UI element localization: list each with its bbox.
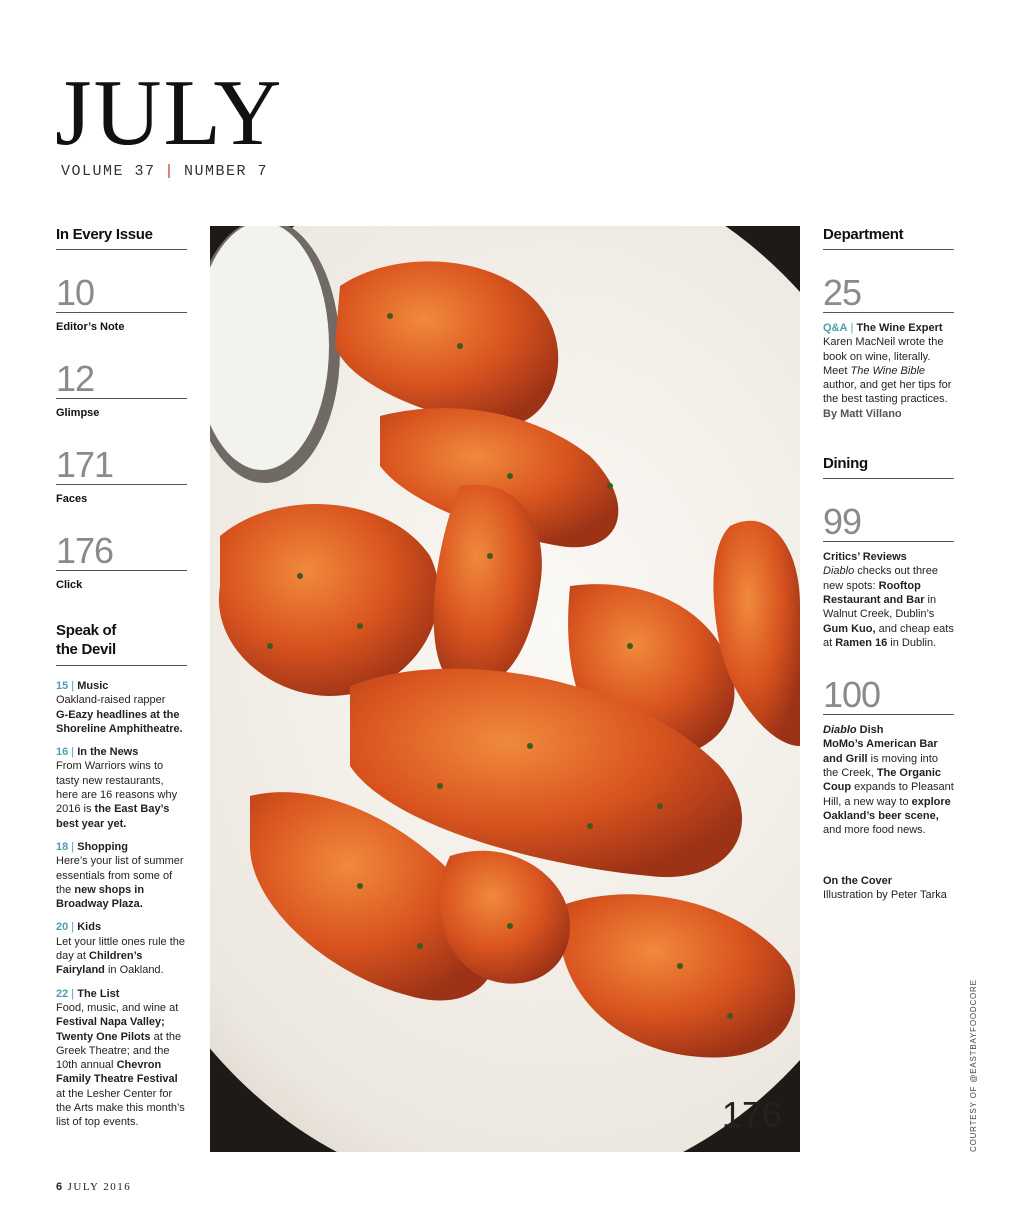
entry-desc: From Warriors wins to tasty new restaurants, here are 16 reasons why 2016 is: [56, 760, 178, 816]
toc-page-number[interactable]: 99: [823, 503, 954, 542]
entry-title: In the News: [77, 746, 139, 759]
entry-desc: author, and get her tips for the best tasting practices.: [823, 379, 952, 406]
entry-desc: Food, music, and wine at: [56, 1001, 179, 1014]
photo-credit: COURTESY OF @EASTBAYFOODCORE: [969, 979, 978, 1152]
entry-highlight: G-Eazy headlines at the Shoreline Amphitheatre.: [56, 708, 183, 735]
entry-italic: The Wine Bible: [850, 364, 926, 377]
number-label: NUMBER 7: [184, 163, 269, 180]
entry-page: 18: [56, 840, 69, 853]
entry-desc: expands to Pleasant Hill, a new way to: [823, 781, 954, 808]
entry-sep: |: [68, 987, 78, 1000]
photo-page-number: 176: [721, 1094, 782, 1135]
entry-highlight: Ramen 16: [835, 636, 888, 649]
toc-item-title[interactable]: Faces: [56, 493, 88, 505]
toc-page-number[interactable]: 100: [823, 676, 954, 715]
entry-highlight: MoMo’s American Bar and Grill: [823, 738, 938, 765]
entry-desc: Let your little ones rule the day at: [56, 935, 186, 963]
entry-title: Shopping: [77, 840, 128, 853]
right-column: [823, 226, 954, 902]
entry-desc: checks out three new spots:: [823, 565, 938, 592]
in-every-issue-heading: In Every Issue: [56, 226, 187, 250]
entry-desc: Oakland-raised rapper: [56, 694, 166, 707]
entry-desc: at the Greek Theatre; and the 10th annual: [56, 1030, 182, 1072]
cover-photo-chicken-wings: [210, 226, 800, 1152]
entry-highlight: Festival Napa Valley; Twenty One Pilots: [56, 1016, 165, 1043]
cover-desc: Illustration by Peter Tarka: [823, 888, 947, 901]
entry-highlight: Rooftop Restaurant and Bar: [823, 579, 925, 606]
toc-item-title[interactable]: Click: [56, 579, 83, 591]
entry-title: The List: [77, 987, 120, 1000]
issue-month: JULY: [55, 61, 284, 165]
entry-page: 22: [56, 987, 69, 1000]
entry-sep: |: [68, 840, 78, 853]
toc-page-number[interactable]: 176: [56, 532, 187, 571]
entry-page: 20: [56, 921, 69, 934]
toc-entry-shopping[interactable]: [56, 840, 187, 911]
entry-desc: Karen MacNeil wrote the book on wine, literally. Meet: [823, 336, 944, 377]
entry-highlight: The Organic Coup: [823, 767, 941, 794]
cover-title: On the Cover: [823, 874, 893, 887]
separator: |: [164, 163, 176, 180]
on-the-cover: [823, 874, 954, 903]
entry-desc: in Oakland.: [104, 964, 164, 977]
volume-label: VOLUME 37: [61, 163, 156, 180]
entry-sep: |: [68, 746, 78, 759]
toc-page-number[interactable]: 10: [56, 274, 187, 313]
entry-page: 15: [56, 680, 69, 692]
department-heading: Department: [823, 226, 954, 250]
toc-item-title[interactable]: Glimpse: [56, 407, 100, 419]
entry-title: Critics’ Reviews: [823, 551, 907, 564]
entry-desc: is moving into the Creek,: [823, 752, 938, 780]
entry-desc: and cheap eats at: [823, 622, 954, 649]
volume-number-line: [61, 163, 268, 180]
speak-of-the-devil-heading: [56, 621, 187, 666]
entry-title: Music: [77, 680, 109, 692]
entry-desc: and more food news.: [823, 824, 926, 837]
entry-desc: Here’s your list of summer essentials from some of the: [56, 855, 184, 896]
entry-page: 16: [56, 746, 69, 759]
toc-entry-diablo-dish[interactable]: [823, 723, 954, 837]
entry-title: Kids: [77, 921, 102, 934]
dining-heading: Dining: [823, 455, 954, 479]
entry-highlight: new shops in Broadway Plaza.: [56, 883, 145, 911]
entry-title: Dish: [856, 724, 884, 737]
page-footer: [56, 1181, 131, 1193]
wings-illustration: [210, 226, 800, 1152]
entry-highlight: explore Oakland’s beer scene,: [823, 795, 951, 822]
entry-title-italic: Diablo: [823, 724, 857, 737]
entry-desc: in Walnut Creek, Dublin’s: [823, 593, 937, 621]
entry-desc: in Dublin.: [887, 636, 937, 649]
toc-entry-wine-expert[interactable]: [823, 321, 954, 421]
toc-entry-the-list[interactable]: [56, 987, 187, 1130]
entry-highlight: Gum Kuo,: [823, 622, 876, 635]
entry-italic: Diablo: [823, 565, 855, 578]
left-column: [56, 226, 187, 1130]
toc-page-number[interactable]: 12: [56, 360, 187, 399]
entry-sep: |: [68, 921, 78, 934]
entry-title: The Wine Expert: [856, 322, 943, 334]
entry-highlight: the East Bay’s best year yet.: [56, 803, 170, 830]
entry-sep: |: [847, 322, 857, 334]
toc-entry-critics-reviews[interactable]: [823, 550, 954, 650]
toc-item-title[interactable]: Editor’s Note: [56, 321, 125, 333]
heading-line: the Devil: [56, 641, 116, 658]
toc-page-number[interactable]: 171: [56, 446, 187, 485]
entry-desc: at the Lesher Center for the Arts make this month’s list of top events.: [56, 1087, 185, 1129]
toc-entry-music[interactable]: [56, 679, 187, 736]
footer-page-number: 6: [56, 1181, 64, 1193]
toc-entry-kids[interactable]: [56, 920, 187, 977]
entry-label: Q&A: [823, 322, 848, 334]
toc-entry-news[interactable]: [56, 745, 187, 831]
entry-highlight: Children’s Fairyland: [56, 950, 143, 977]
toc-page-number[interactable]: 25: [823, 274, 954, 313]
entry-highlight: Chevron Family Theatre Festival: [56, 1059, 178, 1086]
entry-byline: By Matt Villano: [823, 407, 902, 420]
entry-sep: |: [68, 680, 78, 692]
heading-line: Speak of: [56, 622, 117, 639]
footer-issue: JULY 2016: [67, 1181, 132, 1193]
